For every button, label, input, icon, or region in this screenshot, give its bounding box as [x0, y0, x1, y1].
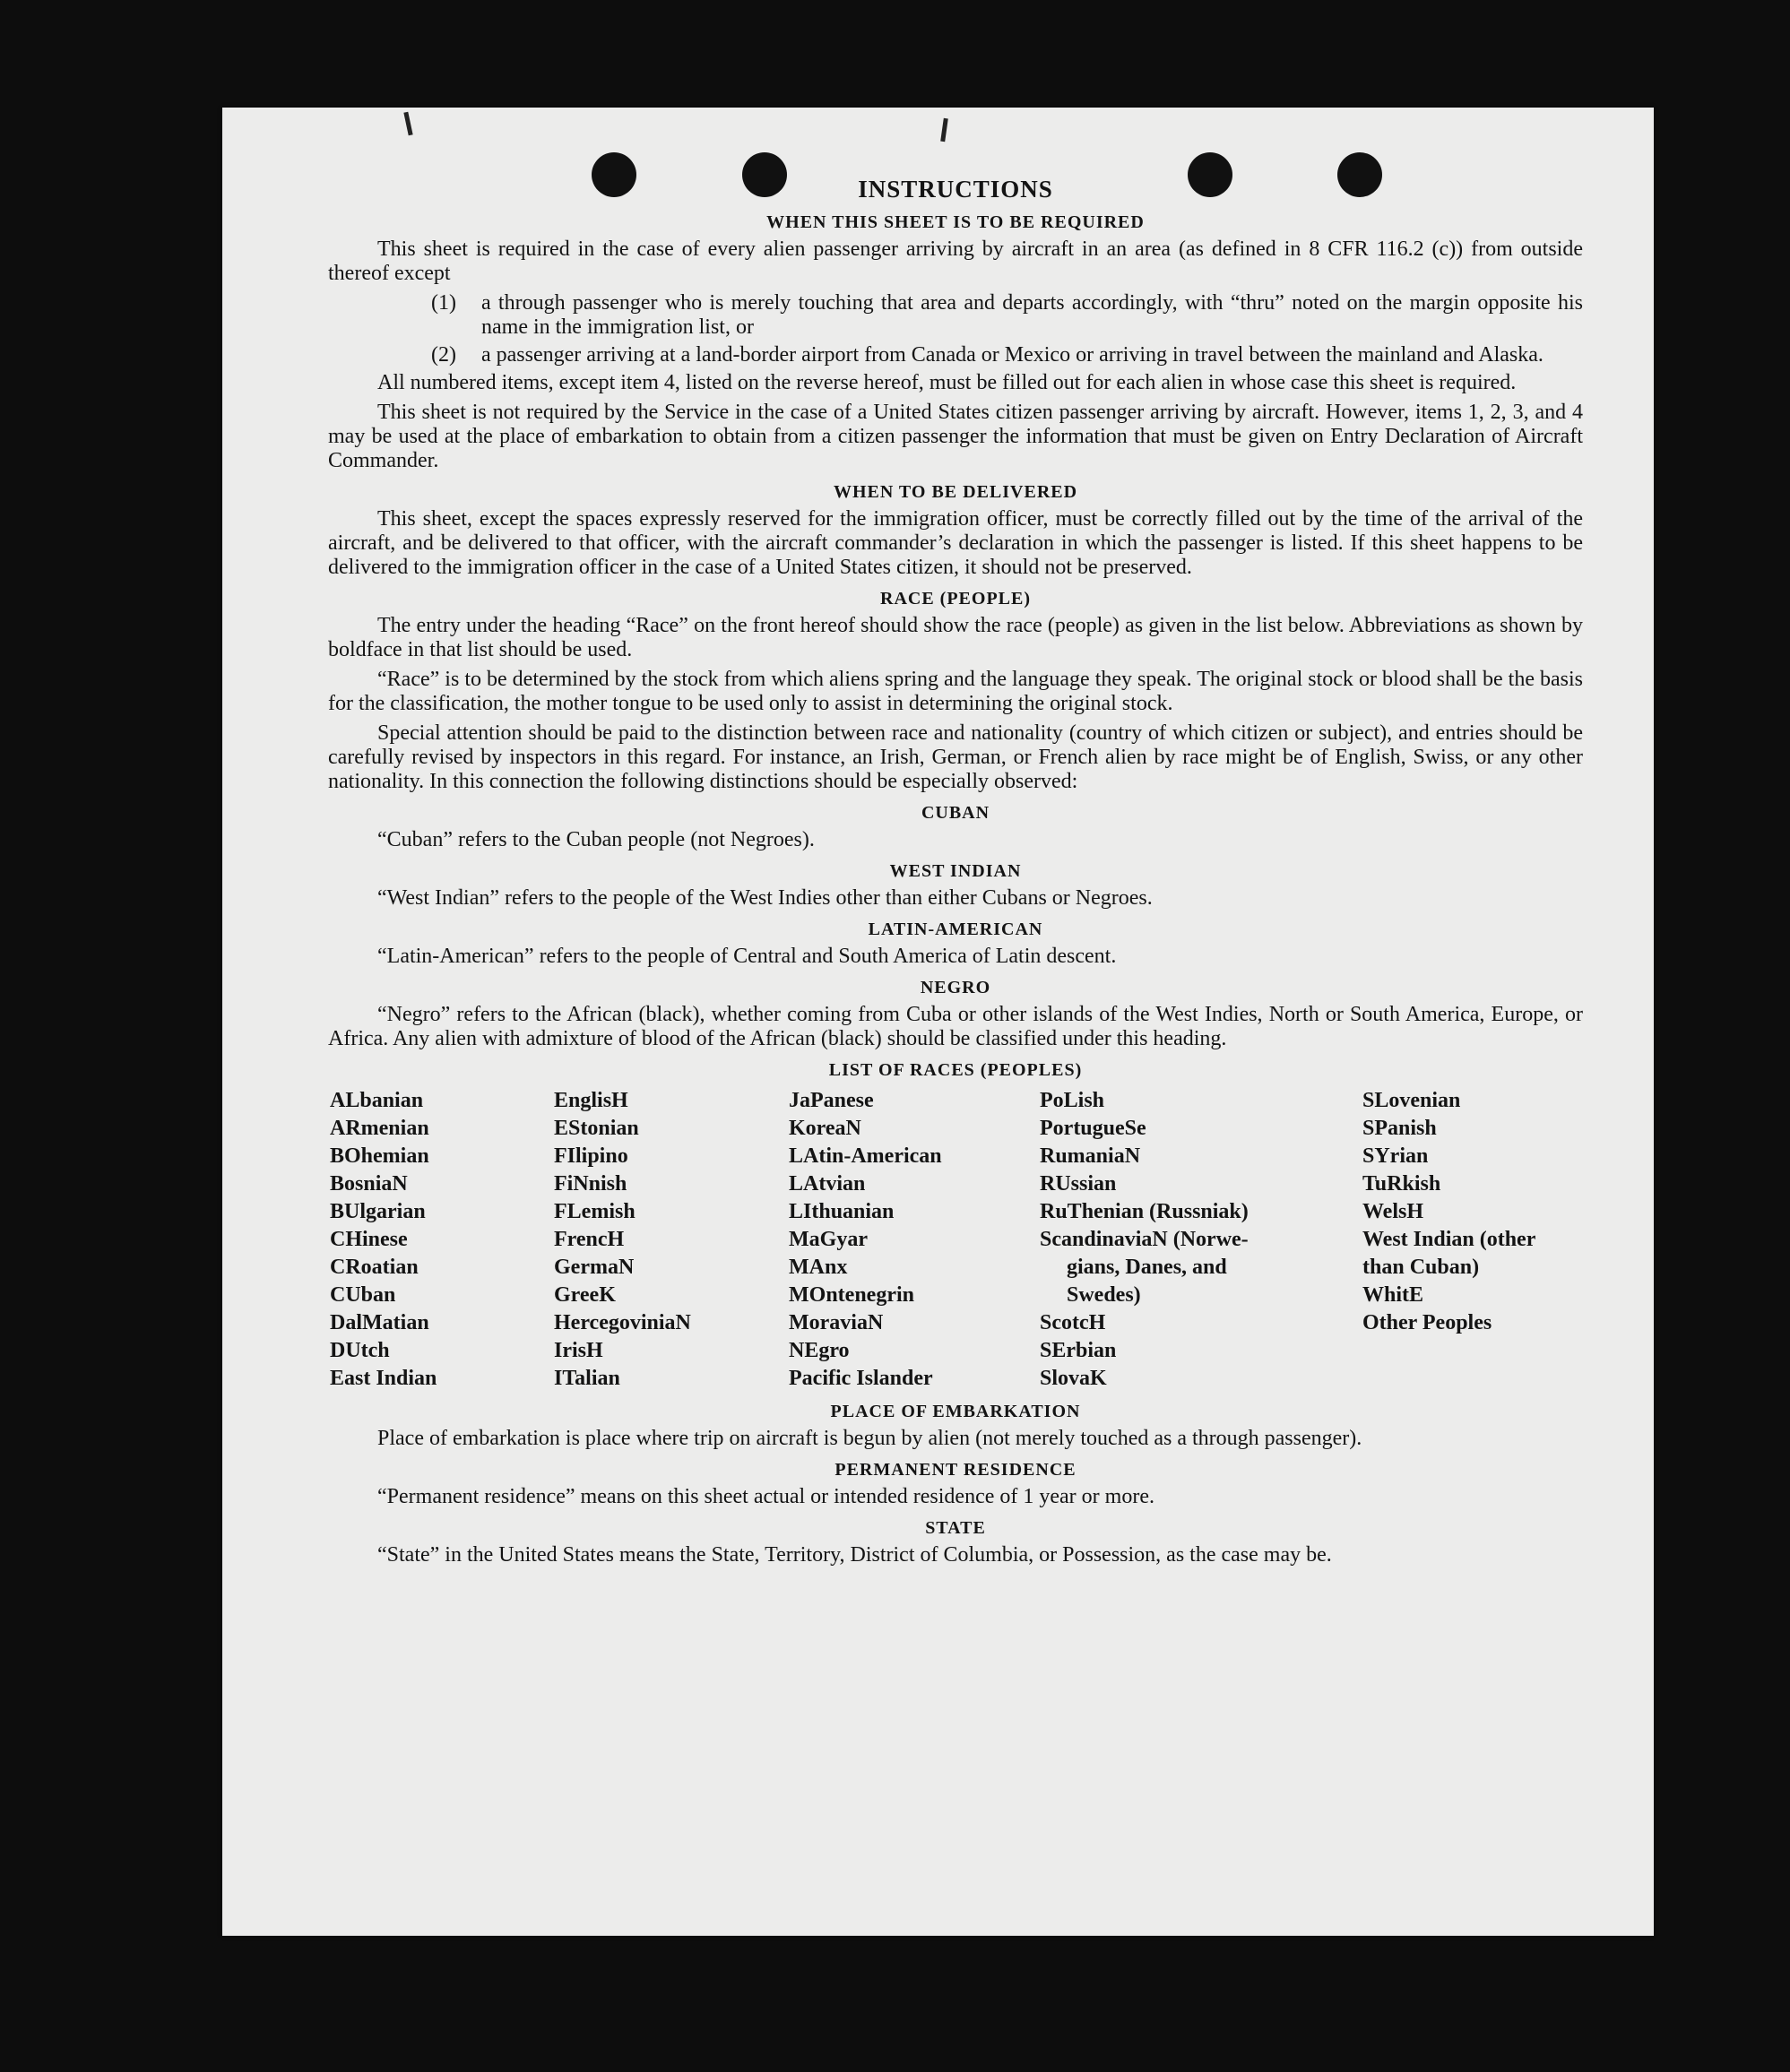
race-entry: BOhemian [330, 1144, 429, 1168]
race-entry: SYrian [1362, 1144, 1429, 1168]
section-heading: CUBAN [921, 803, 990, 823]
section-heading: WEST INDIAN [889, 861, 1022, 881]
race-entry: BosniaN [330, 1172, 408, 1196]
paragraph: “Permanent residence” means on this sheet actual or intended residence of 1 year or more. [377, 1485, 1154, 1508]
race-entry: NEgro [789, 1339, 850, 1362]
race-entry: FrencH [554, 1228, 625, 1251]
race-entry: MOntenegrin [789, 1283, 914, 1307]
race-entry-continuation: than Cuban) [1362, 1256, 1480, 1279]
race-entry: PoLish [1040, 1089, 1105, 1112]
paragraph: This sheet is required in the case of every alien passenger arriving by aircraft in an area (as defined in 8 CFR 116.2 (c)) from outside thereof except [328, 237, 1583, 285]
race-entry: EStonian [554, 1117, 639, 1140]
race-entry: RUssian [1040, 1172, 1117, 1196]
race-entry: Other Peoples [1362, 1311, 1492, 1334]
race-entry: ITalian [554, 1367, 620, 1390]
paragraph: This sheet is not required by the Service in the case of a United States citizen passenger arriving by aircraft. However, items 1, 2, 3, and 4 may be used at the place of embarkation to obtain from a citizen passenger the information that must be given on Entry Declaration of Aircraft Commander. [328, 401, 1583, 472]
race-entry: HercegoviniaN [554, 1311, 691, 1334]
paragraph: Place of embarkation is place where trip on aircraft is begun by alien (not merely touched as a through passenger). [377, 1427, 1362, 1450]
race-entry: BUlgarian [330, 1200, 426, 1223]
race-entry: SlovaK [1040, 1367, 1107, 1390]
paragraph: “West Indian” refers to the people of the West Indies other than either Cubans or Negroes. [377, 886, 1153, 910]
race-list [330, 1087, 1583, 1393]
item-text: a through passenger who is merely touching that area and departs accordingly, with “thru” noted on the margin opposite his name in the immigration list, or [481, 291, 1583, 339]
race-entry: CUban [330, 1283, 396, 1307]
list-item [431, 343, 1583, 367]
item-number: (1) [431, 291, 456, 315]
race-entry: East Indian [330, 1367, 437, 1390]
race-column [554, 1087, 789, 1393]
section-heading: RACE (PEOPLE) [880, 589, 1031, 609]
race-entry: ARmenian [330, 1117, 429, 1140]
race-entry: DalMatian [330, 1311, 429, 1334]
paragraph: This sheet, except the spaces expressly reserved for the immigration officer, must be correctly filled out by the time of the arrival of the aircraft, and be delivered to that officer, with the aircraft commander’s declaration in which the passenger is listed. If this sheet happens to be delivered to the immigration officer in the case of a United States citizen, it should not be preserved. [328, 507, 1583, 579]
section-heading: PLACE OF EMBARKATION [830, 1402, 1081, 1421]
race-entry: ScandinaviaN (Norwe- [1040, 1228, 1249, 1251]
race-entry: WhitE [1362, 1283, 1424, 1307]
race-entry: FIlipino [554, 1144, 628, 1168]
paragraph: “Race” is to be determined by the stock from which aliens spring and the language they speak. The original stock or blood shall be the basis for the classification, the mother tongue to be used only to assist in determining the original stock. [328, 668, 1583, 715]
section-heading: WHEN TO BE DELIVERED [833, 482, 1078, 502]
race-column [1040, 1087, 1362, 1393]
race-entry: TuRkish [1362, 1172, 1441, 1196]
race-entry: GermaN [554, 1256, 635, 1279]
paragraph: The entry under the heading “Race” on the front hereof should show the race (people) as given in the list below. Abbreviations as shown by boldface in that list should be used. [328, 614, 1583, 661]
race-entry: KoreaN [789, 1117, 861, 1140]
race-entry: ALbanian [330, 1089, 424, 1112]
race-entry: CRoatian [330, 1256, 419, 1279]
race-entry-continuation: Swedes) [1067, 1283, 1141, 1307]
item-text: a passenger arriving at a land-border airport from Canada or Mexico or arriving in travel between the mainland and Alaska. [481, 343, 1544, 367]
race-column [789, 1087, 1040, 1393]
section-heading: STATE [925, 1518, 986, 1538]
race-entry: FiNnish [554, 1172, 627, 1196]
race-column [330, 1087, 554, 1393]
item-number: (2) [431, 343, 456, 367]
race-entry: MoraviaN [789, 1311, 884, 1334]
instructions-content [328, 175, 1583, 1573]
race-entry: Pacific Islander [789, 1367, 933, 1390]
section-heading: WHEN THIS SHEET IS TO BE REQUIRED [766, 212, 1145, 232]
section-heading: LIST OF RACES (PEOPLES) [828, 1060, 1083, 1080]
race-entry: MAnx [789, 1256, 848, 1279]
paragraph: “Negro” refers to the African (black), whether coming from Cuba or other islands of the West Indies, North or South America, Europe, or Africa. Any alien with admixture of blood of the African (black) should be classified under this heading. [328, 1003, 1583, 1050]
paragraph: All numbered items, except item 4, listed on the reverse hereof, must be filled out for each alien in whose case this sheet is required. [377, 371, 1517, 394]
race-column [1362, 1087, 1585, 1393]
race-entry: ScotcH [1040, 1311, 1106, 1334]
paragraph: “Latin-American” refers to the people of Central and South America of Latin descent. [377, 945, 1117, 968]
paragraph: “Cuban” refers to the Cuban people (not Negroes). [377, 828, 815, 851]
paper-mark [940, 118, 948, 142]
race-entry: JaPanese [789, 1089, 874, 1112]
race-entry: LAtvian [789, 1172, 866, 1196]
race-entry: CHinese [330, 1228, 408, 1251]
race-entry: FLemish [554, 1200, 636, 1223]
paragraph: Special attention should be paid to the distinction between race and nationality (country of which citizen or subject), and entries should be carefully revised by inspectors in this regard. For instance, an Irish, German, or French alien by race might be of English, Swiss, or any other nationality. In this connection the following distinctions should be especially observed: [328, 721, 1583, 793]
page-title: INSTRUCTIONS [858, 176, 1053, 203]
race-entry: PortugueSe [1040, 1117, 1146, 1140]
race-entry: West Indian (other [1362, 1228, 1536, 1251]
section-heading: PERMANENT RESIDENCE [834, 1460, 1077, 1480]
race-entry-continuation: gians, Danes, and [1067, 1256, 1227, 1279]
race-entry: MaGyar [789, 1228, 868, 1251]
race-entry: SPanish [1362, 1117, 1437, 1140]
paragraph: “State” in the United States means the State, Territory, District of Columbia, or Possession, as the case may be. [377, 1543, 1332, 1567]
race-entry: EnglisH [554, 1089, 628, 1112]
document-sheet [222, 108, 1654, 1936]
section-heading: LATIN-AMERICAN [868, 919, 1043, 939]
section-heading: NEGRO [920, 978, 991, 997]
paper-mark [403, 112, 412, 135]
race-entry: DUtch [330, 1339, 390, 1362]
race-entry: GreeK [554, 1283, 616, 1307]
race-entry: RuThenian (Russniak) [1040, 1200, 1249, 1223]
race-entry: WelsH [1362, 1200, 1424, 1223]
race-entry: IrisH [554, 1339, 603, 1362]
race-entry: LIthuanian [789, 1200, 895, 1223]
race-entry: LAtin-American [789, 1144, 942, 1168]
list-item [431, 291, 1583, 340]
race-entry: SLovenian [1362, 1089, 1461, 1112]
race-entry: RumaniaN [1040, 1144, 1141, 1168]
race-entry: SErbian [1040, 1339, 1117, 1362]
